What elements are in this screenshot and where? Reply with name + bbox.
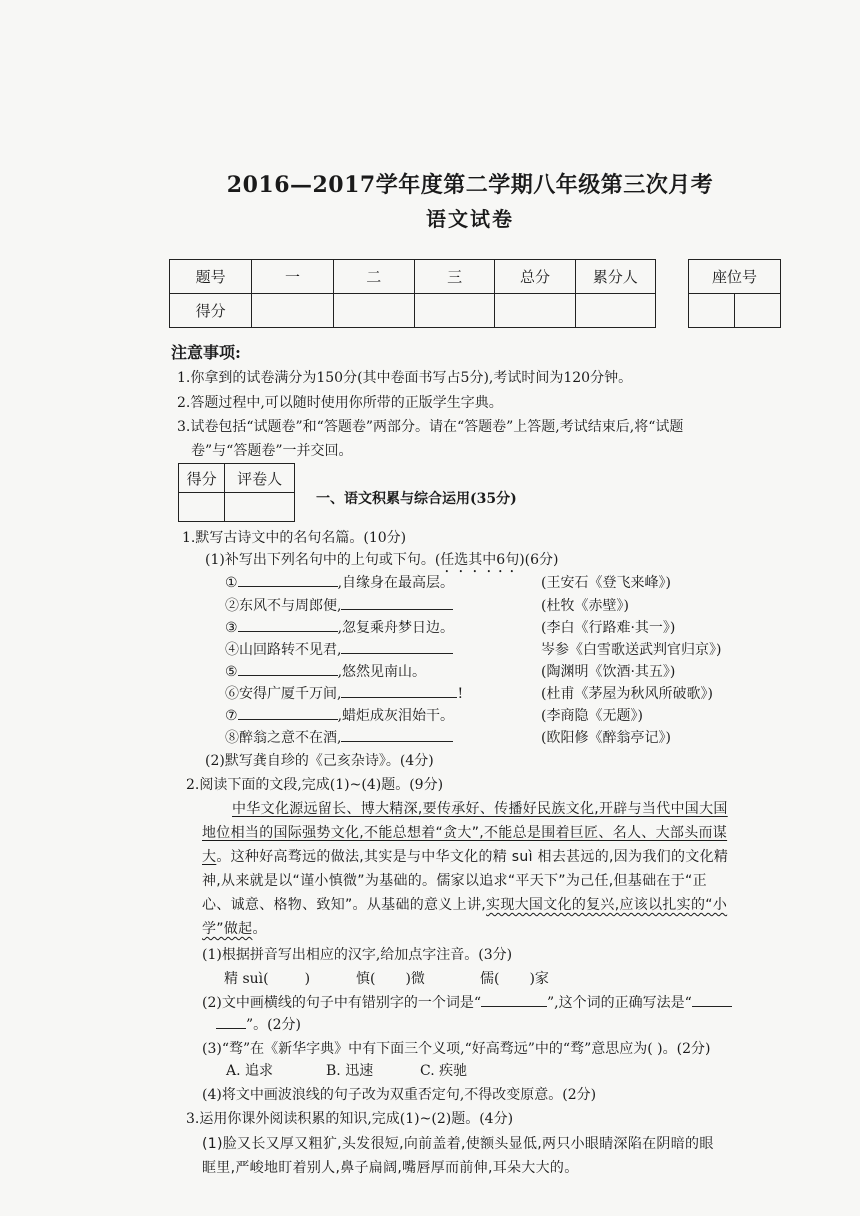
score-header-cell: 三	[414, 260, 494, 294]
poem-item	[225, 617, 454, 637]
underlined-sentence: 大	[202, 849, 217, 865]
item-source: 岑参《白雪歌送武判官归京》)	[541, 642, 722, 658]
notice-item: 卷”与“答题卷”一并交回。	[191, 443, 353, 459]
answer-blank[interactable]	[481, 992, 547, 1007]
grader-name-label: 评卷人	[225, 464, 295, 493]
q3-passage-line: (1)脸又长又厚又粗犷,头发很短,向前盖着,使额头显低,两只小眼睛深陷在阴暗的眼	[202, 1136, 714, 1152]
question-2-sub1: (1)根据拼音写出相应的汉字,给加点字注音。(3分)	[202, 947, 513, 963]
sub1-text: )(6分)	[519, 552, 559, 568]
pinyin-item	[480, 968, 549, 988]
score-table	[169, 259, 656, 328]
sub2-text: (2)文中画横线的句子中有错别字的一个词是“	[202, 995, 481, 1011]
item-number: ⑧	[225, 730, 239, 746]
passage-line: 神,从来就是以“谨小慎微”为基础的。儒家以追求“平天下”为己任,但基础在于“正	[202, 873, 707, 889]
pinyin-item	[224, 968, 310, 988]
passage-text: 心、诚意、格物、致知”。从基础的意义上讲,	[202, 897, 487, 913]
passage-line	[202, 894, 727, 914]
item-number: ②	[225, 598, 239, 614]
answer-blank[interactable]	[238, 617, 338, 632]
exam-subtitle: 语文试卷	[426, 207, 514, 231]
poem-item	[225, 661, 426, 681]
option-c[interactable]: C. 疾驰	[420, 1063, 468, 1079]
notice-item: 1.你拿到的试卷满分为150分(其中卷面书写占5分),考试时间为120分钟。	[177, 370, 633, 386]
answer-blank[interactable]	[238, 572, 338, 587]
sub2-text: ”,这个词的正确写法是“	[547, 995, 692, 1011]
option-a[interactable]: A. 追求	[226, 1063, 274, 1079]
item-text: ,蜡炬成灰泪始干。	[337, 708, 455, 724]
pinyin-post: )家	[529, 971, 549, 987]
sub3-word: 骛	[570, 1041, 585, 1057]
pinyin-item	[356, 968, 425, 988]
seat-table	[688, 259, 781, 328]
score-header-cell: 总分	[495, 260, 575, 294]
underlined-sentence: 中华文化源远留长、博大精深,要传承好、传播好民族文化,开辟与当代中国大国	[232, 801, 728, 817]
notice-item: 2.答题过程中,可以随时使用你所带的正版学生字典。	[177, 395, 503, 411]
question-1-sub2: (2)默写龚自珍的《己亥杂诗》。(4分)	[205, 753, 434, 769]
sub1-text: (1)补写出下列名句中的上句或下句。(	[205, 552, 441, 568]
item-text: 醉翁之意不在酒,	[239, 730, 342, 746]
section-heading: 一、语文积累与综合运用(35分)	[316, 491, 517, 507]
passage-text: 。这种好高骛远的做法,其实是与中华文化的精 suì 相去甚远的,因为我们的文化精	[216, 849, 729, 865]
poem-item	[225, 595, 453, 615]
passage-line	[202, 822, 727, 842]
score-input-cell[interactable]	[252, 294, 333, 328]
seat-input-cell[interactable]	[689, 294, 735, 328]
answer-blank[interactable]	[341, 727, 453, 742]
item-number: ①	[225, 575, 238, 591]
poem-item	[225, 683, 463, 703]
item-number: ③	[225, 620, 238, 636]
q3-passage-line: 眶里,严峻地盯着别人,鼻子扁阔,嘴唇厚而前伸,耳朵大大的。	[202, 1160, 579, 1176]
poem-item	[225, 572, 454, 592]
question-2-sub2-cont	[216, 1014, 301, 1034]
question-2-sub2	[202, 992, 732, 1012]
item-text: ,悠然见南山。	[337, 664, 427, 680]
score-header-cell: 题号	[170, 260, 252, 294]
question-1-stem: 1.默写古诗文中的名句名篇。(10分)	[182, 530, 407, 546]
sub3-text: (3)“	[202, 1041, 229, 1057]
passage-line	[202, 918, 267, 938]
score-header-cell: 一	[252, 260, 333, 294]
sub2-text: ”。(2分)	[246, 1017, 301, 1033]
pinyin-pre: 慎(	[356, 971, 376, 987]
notice-item: 3.试卷包括“试题卷”和“答题卷”两部分。请在“答题卷”上答题,考试结束后,将“试题	[177, 419, 684, 435]
item-text: 安得广厦千万间,	[239, 686, 342, 702]
item-number: ⑤	[225, 664, 238, 680]
seat-input-cell[interactable]	[734, 294, 780, 328]
seat-label: 座位号	[689, 260, 781, 294]
poem-item	[225, 705, 454, 725]
grader-name-cell[interactable]	[225, 493, 295, 522]
question-2-stem: 2.阅读下面的文段,完成(1)~(4)题。(9分)	[186, 777, 444, 793]
grader-score-cell[interactable]	[179, 493, 225, 522]
answer-blank[interactable]	[692, 992, 732, 1007]
score-input-cell[interactable]	[495, 294, 575, 328]
question-3-stem: 3.运用你课外阅读积累的知识,完成(1)~(2)题。(4分)	[186, 1111, 514, 1127]
underlined-sentence: 地位相当的国际强势文化,不能总想着“贪大”,不能总是围着巨匠、名人、大部头而谋	[202, 825, 728, 841]
item-text: ,自缘身在最高层。	[337, 575, 455, 591]
score-input-cell[interactable]	[575, 294, 655, 328]
pinyin-post: )微	[405, 971, 425, 987]
item-number: ④	[225, 642, 239, 658]
item-source: (欧阳修《醉翁亭记》)	[541, 730, 671, 746]
item-number: ⑥	[225, 686, 239, 702]
poem-item	[225, 727, 453, 747]
item-source: (陶渊明《饮酒·其五》)	[541, 664, 676, 680]
passage-text: 。	[252, 921, 267, 937]
sub3-text: ”在《新华字典》中有下面三个义项,“好高骛远”中的“	[243, 1041, 571, 1057]
pinyin-post: )	[304, 971, 311, 987]
score-row-label: 得分	[170, 294, 252, 328]
answer-blank[interactable]	[238, 705, 338, 720]
item-source: (杜甫《茅屋为秋风所破歌》)	[541, 686, 713, 702]
pinyin-pre: 精 suì(	[224, 971, 269, 987]
answer-blank[interactable]	[341, 683, 457, 698]
poem-item	[225, 639, 453, 659]
passage-line	[232, 798, 728, 818]
question-2-sub4: (4)将文中画波浪线的句子改为双重否定句,不得改变原意。(2分)	[202, 1087, 597, 1103]
notice-title: 注意事项:	[171, 343, 241, 362]
item-number: ⑦	[225, 708, 238, 724]
answer-blank[interactable]	[238, 661, 338, 676]
item-source: (李白《行路难·其一》)	[541, 620, 676, 636]
score-input-cell[interactable]	[333, 294, 414, 328]
pinyin-pre: 儒(	[480, 971, 500, 987]
question-2-sub3	[202, 1038, 710, 1058]
grader-score-label: 得分	[179, 464, 225, 493]
item-text: 山回路转不见君,	[239, 642, 342, 658]
item-source: (杜牧《赤壁》)	[541, 598, 629, 614]
score-input-cell[interactable]	[414, 294, 494, 328]
answer-blank[interactable]	[341, 595, 453, 610]
score-header-cell: 二	[333, 260, 414, 294]
score-header-cell: 累分人	[575, 260, 655, 294]
item-text: 东风不与周郎便,	[239, 598, 342, 614]
answer-blank[interactable]	[216, 1014, 246, 1029]
sub3-text: ”意思应为( )。(2分)	[584, 1041, 711, 1057]
item-text: ,忽复乘舟梦日边。	[337, 620, 455, 636]
sub1-dotted-text: 任选其中6句	[440, 552, 520, 568]
passage-line	[202, 846, 728, 866]
grader-table	[178, 463, 295, 522]
item-source: (王安石《登飞来峰》)	[541, 575, 671, 591]
item-end: !	[457, 686, 464, 702]
exam-title: 2016—2017学年度第二学期八年级第三次月考	[226, 172, 714, 198]
answer-blank[interactable]	[341, 639, 453, 654]
wavy-sentence: 实现大国文化的复兴,应该以扎实的“小	[486, 897, 728, 913]
sub3-word: 骛	[229, 1041, 243, 1057]
item-source: (李商隐《无题》)	[541, 708, 643, 724]
option-b[interactable]: B. 迅速	[326, 1063, 374, 1079]
wavy-sentence: 学”做起	[202, 921, 253, 937]
